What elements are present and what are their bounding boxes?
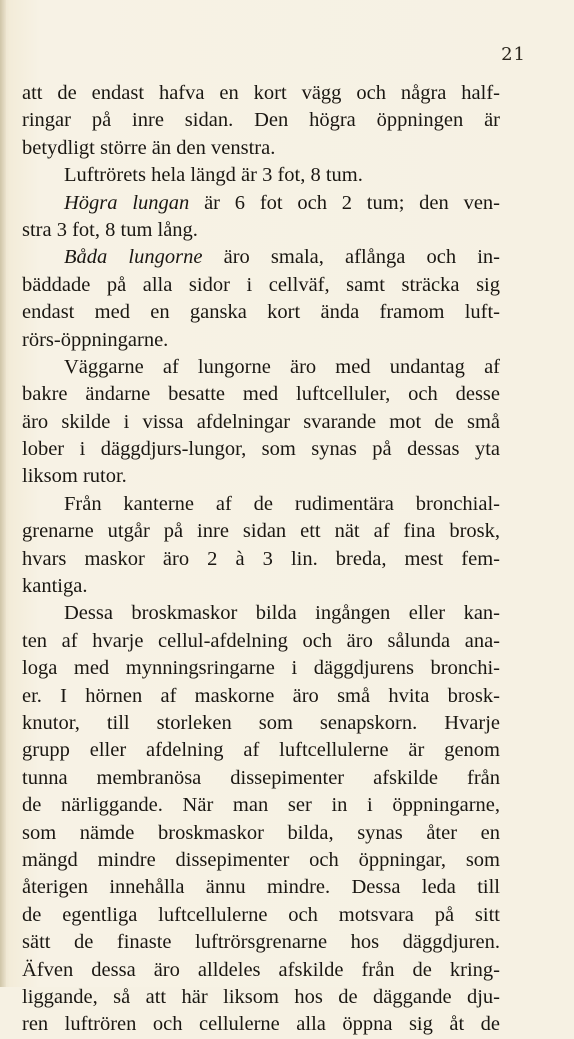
text-line: [22, 600, 500, 627]
text-segment: lober i däggdjurs-lungor, som synas på dessas yta: [22, 438, 500, 461]
text-line: [22, 957, 500, 984]
text-line: [22, 929, 500, 956]
text-line: [22, 244, 500, 271]
text-line: [22, 80, 500, 107]
text-segment: betydligt större än den venstra.: [22, 136, 276, 159]
text-line: [22, 491, 500, 518]
text-line: [22, 107, 500, 134]
text-segment: återigen innehålla ännu mindre. Dessa leda till: [22, 876, 500, 899]
text-line: [22, 299, 500, 326]
text-line: [22, 190, 500, 217]
text-line: [22, 792, 500, 819]
text-line: [22, 463, 500, 490]
text-line: [22, 847, 500, 874]
text-line: [22, 162, 500, 189]
text-segment: de egentliga luftcellulerne och motsvara på sitt: [22, 903, 500, 926]
text-segment: rörs-öppningarne.: [22, 328, 169, 351]
text-line: [22, 573, 500, 600]
text-line: [22, 710, 500, 737]
text-segment: hvars maskor äro 2 à 3 lin. breda, mest fem-: [22, 547, 500, 570]
text-line: [22, 381, 500, 408]
text-line: [22, 737, 500, 764]
text-segment: ten af hvarje cellul-afdelning och äro sålunda ana-: [22, 629, 500, 652]
text-segment: de närliggande. När man ser in i öppningarne,: [22, 794, 500, 817]
text-segment: ren luftrören och cellulerne alla öppna sig åt de: [22, 1013, 500, 1036]
text-line: [22, 902, 500, 929]
text-segment: Väggarne af lungorne äro med undantag af: [64, 355, 500, 378]
text-segment: liksom rutor.: [22, 465, 127, 488]
italic-phrase: Högra lungan: [64, 191, 190, 214]
text-segment: Från kanterne af de rudimentära bronchial-: [64, 492, 500, 515]
text-segment: ringar på inre sidan. Den högra öppningen är: [22, 109, 500, 132]
text-segment: Luftrörets hela längd är 3 fot, 8 tum.: [64, 164, 363, 187]
text-segment: Äfven dessa äro alldeles afskilde från de kring-: [22, 958, 500, 981]
text-line: [22, 874, 500, 901]
text-line: [22, 683, 500, 710]
text-line: [22, 409, 500, 436]
text-segment: grupp eller afdelning af luftcellulerne är genom: [22, 739, 500, 762]
italic-phrase: Båda lungorne: [64, 246, 203, 269]
page-spine-edge: [0, 0, 6, 987]
text-segment: kantiga.: [22, 575, 88, 598]
text-segment: er. I hörnen af maskorne äro små hvita brosk-: [22, 684, 500, 707]
text-segment: som nämde broskmaskor bilda, synas åter en: [22, 821, 500, 844]
text-line: [22, 518, 500, 545]
text-segment: knutor, till storleken som senapskorn. Hvarje: [22, 711, 500, 734]
text-segment: är 6 fot och 2 tum; den ven-: [189, 191, 500, 214]
text-segment: bäddade på alla sidor i cellväf, samt sträcka sig: [22, 273, 500, 296]
page-number: 21: [501, 44, 526, 65]
text-segment: liggande, så att här liksom hos de däggande dju-: [22, 985, 500, 1008]
text-line: [22, 546, 500, 573]
text-segment: grenarne utgår på inre sidan ett nät af fina brosk,: [22, 520, 500, 543]
text-segment: äro skilde i vissa afdelningar svarande mot de små: [22, 410, 500, 433]
text-line: [22, 327, 500, 354]
text-line: [22, 436, 500, 463]
text-line: [22, 354, 500, 381]
text-segment: bakre ändarne besatte med luftcelluler, och desse: [22, 383, 500, 406]
text-segment: äro smala, aflånga och in-: [202, 246, 501, 269]
body-text: [22, 80, 500, 1039]
text-line: [22, 765, 500, 792]
text-segment: loga med mynningsringarne i däggdjurens bronchi-: [22, 657, 500, 680]
text-segment: tunna membranösa dissepimenter afskilde från: [22, 766, 500, 789]
text-line: [22, 984, 500, 1011]
text-line: [22, 820, 500, 847]
text-segment: sätt de finaste luftrörsgrenarne hos däggdjuren.: [22, 931, 500, 954]
text-segment: endast med en ganska kort ända framom luft-: [22, 301, 500, 324]
text-line: [22, 135, 500, 162]
text-line: [22, 1011, 500, 1038]
text-line: [22, 628, 500, 655]
text-line: [22, 655, 500, 682]
text-segment: att de endast hafva en kort vägg och några half-: [22, 82, 500, 104]
text-line: [22, 217, 500, 244]
text-line: [22, 272, 500, 299]
text-segment: stra 3 fot, 8 tum lång.: [22, 218, 198, 241]
text-segment: mängd mindre dissepimenter och öppningar, som: [22, 848, 500, 871]
text-segment: Dessa broskmaskor bilda ingången eller kan-: [64, 602, 500, 625]
